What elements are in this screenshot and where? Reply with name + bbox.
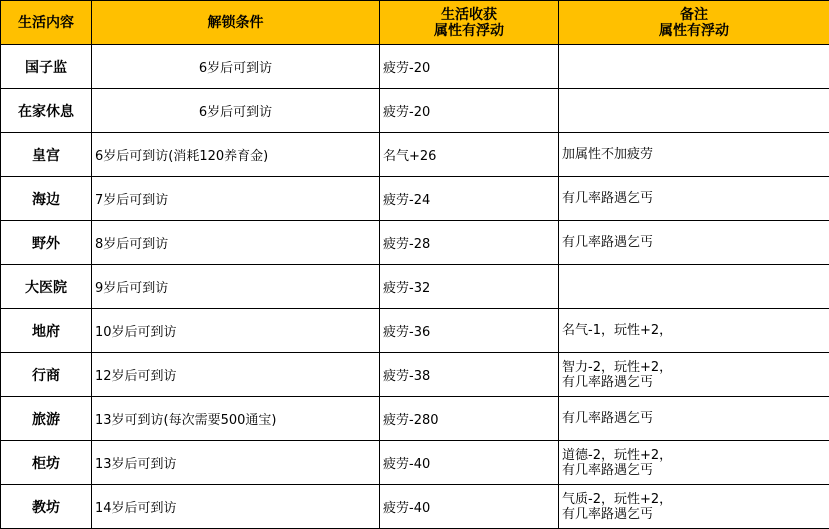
table-row <box>1 309 829 353</box>
header-row <box>1 1 829 45</box>
table-row <box>1 397 829 441</box>
note-cell: 道德-2，玩性+2， 有几率路遇乞丐 <box>559 441 829 485</box>
note-cell: 气质-2，玩性+2， 有几率路遇乞丐 <box>559 485 829 529</box>
table-row <box>1 133 829 177</box>
activity-name-cell: 旅游 <box>1 397 92 441</box>
note-cell: 加属性不加疲劳 <box>559 133 829 177</box>
note-cell: 有几率路遇乞丐 <box>559 177 829 221</box>
unlock-condition-cell: 6岁后可到访 <box>92 45 380 89</box>
unlock-condition-cell: 13岁可到访(每次需要500通宝) <box>92 397 380 441</box>
unlock-condition-cell: 6岁后可到访 <box>92 89 380 133</box>
activity-name-cell: 在家休息 <box>1 89 92 133</box>
harvest-cell: 疲劳-280 <box>380 397 559 441</box>
note-cell: 有几率路遇乞丐 <box>559 221 829 265</box>
note-cell <box>559 89 829 133</box>
harvest-cell: 疲劳-24 <box>380 177 559 221</box>
table-row <box>1 485 829 529</box>
table-row <box>1 45 829 89</box>
unlock-condition-cell: 10岁后可到访 <box>92 309 380 353</box>
note-cell: 名气-1，玩性+2， <box>559 309 829 353</box>
header-harvest: 生活收获 属性有浮动 <box>380 1 559 45</box>
table-row <box>1 89 829 133</box>
harvest-cell: 疲劳-28 <box>380 221 559 265</box>
activity-name-cell: 教坊 <box>1 485 92 529</box>
header-activity: 生活内容 <box>1 1 92 45</box>
activity-name-cell: 海边 <box>1 177 92 221</box>
activity-name-cell: 地府 <box>1 309 92 353</box>
note-cell: 有几率路遇乞丐 <box>559 397 829 441</box>
harvest-cell: 疲劳-36 <box>380 309 559 353</box>
note-cell <box>559 265 829 309</box>
table-row <box>1 441 829 485</box>
unlock-condition-cell: 9岁后可到访 <box>92 265 380 309</box>
harvest-cell: 疲劳-32 <box>380 265 559 309</box>
unlock-condition-cell: 12岁后可到访 <box>92 353 380 397</box>
activity-name-cell: 皇宫 <box>1 133 92 177</box>
note-cell: 智力-2，玩性+2， 有几率路遇乞丐 <box>559 353 829 397</box>
table-row <box>1 221 829 265</box>
header-note: 备注 属性有浮动 <box>559 1 829 45</box>
activity-name-cell: 大医院 <box>1 265 92 309</box>
unlock-condition-cell: 7岁后可到访 <box>92 177 380 221</box>
activity-name-cell: 行商 <box>1 353 92 397</box>
harvest-cell: 疲劳-40 <box>380 441 559 485</box>
table-row <box>1 353 829 397</box>
activity-name-cell: 野外 <box>1 221 92 265</box>
unlock-condition-cell: 13岁后可到访 <box>92 441 380 485</box>
table-row <box>1 265 829 309</box>
note-cell <box>559 45 829 89</box>
harvest-cell: 疲劳-38 <box>380 353 559 397</box>
harvest-cell: 疲劳-40 <box>380 485 559 529</box>
activity-name-cell: 柜坊 <box>1 441 92 485</box>
unlock-condition-cell: 6岁后可到访(消耗120养育金) <box>92 133 380 177</box>
harvest-cell: 疲劳-20 <box>380 89 559 133</box>
activity-name-cell: 国子监 <box>1 45 92 89</box>
harvest-cell: 名气+26 <box>380 133 559 177</box>
harvest-cell: 疲劳-20 <box>380 45 559 89</box>
table-row <box>1 177 829 221</box>
header-unlock-condition: 解锁条件 <box>92 1 380 45</box>
unlock-condition-cell: 14岁后可到访 <box>92 485 380 529</box>
unlock-condition-cell: 8岁后可到访 <box>92 221 380 265</box>
